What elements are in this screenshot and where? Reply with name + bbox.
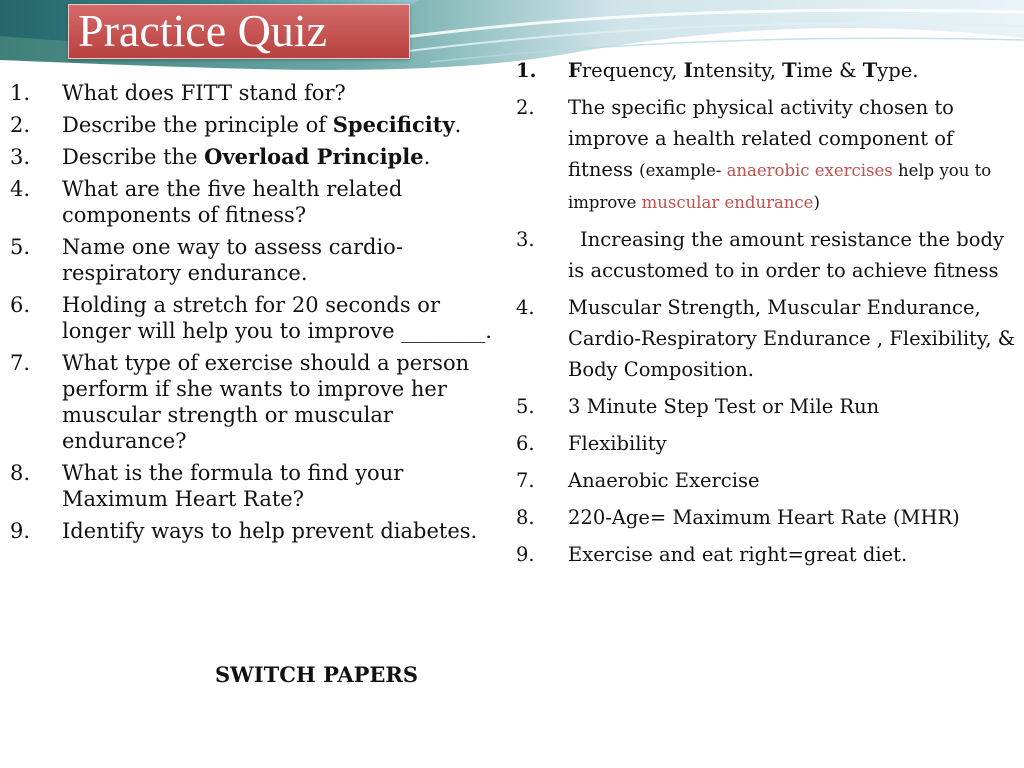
question-item bbox=[10, 460, 495, 512]
question-text: Describe the principle of bbox=[62, 113, 333, 137]
question-number: 8. bbox=[10, 461, 31, 485]
answer-example-close: ) bbox=[813, 193, 820, 212]
answer-text: Exercise and eat right=great diet. bbox=[568, 543, 908, 566]
answer-text: Anaerobic Exercise bbox=[568, 469, 760, 492]
question-item bbox=[10, 350, 495, 454]
answer-number: 1. bbox=[516, 59, 537, 82]
question-text: What are the five health related components of fitness? bbox=[62, 177, 403, 227]
answer-number: 8. bbox=[516, 506, 535, 529]
answer-example-mid: help you to improve bbox=[568, 161, 992, 212]
answer-text: Increasing the amount resistance the body is accustomed to in order to achieve fitness bbox=[568, 228, 1004, 282]
question-number: 4. bbox=[10, 177, 31, 201]
question-item bbox=[10, 144, 495, 170]
answer-letter-t: T bbox=[862, 59, 878, 82]
switch-papers-label: SWITCH PAPERS bbox=[215, 662, 419, 687]
answer-item bbox=[516, 391, 1016, 422]
answer-item bbox=[516, 224, 1016, 286]
question-number: 5. bbox=[10, 235, 31, 259]
answer-example-open: (example- bbox=[639, 161, 727, 180]
question-text-end: . bbox=[454, 113, 462, 137]
question-number: 9. bbox=[10, 519, 31, 543]
answer-number: 2. bbox=[516, 96, 535, 119]
question-text-end: . bbox=[423, 145, 431, 169]
answer-text: Flexibility bbox=[568, 432, 667, 455]
answer-number: 3. bbox=[516, 228, 535, 251]
answer-item bbox=[516, 502, 1016, 533]
question-bold-term: Overload Principle bbox=[204, 144, 424, 169]
answer-item bbox=[516, 539, 1016, 570]
answer-number: 5. bbox=[516, 395, 535, 418]
answer-text: ime & bbox=[796, 59, 863, 82]
question-text: What is the formula to find your Maximum Heart Rate? bbox=[62, 461, 404, 511]
question-bold-term: Specificity bbox=[332, 112, 455, 137]
answer-example-highlight: anaerobic exercises bbox=[726, 161, 893, 180]
answer-number: 4. bbox=[516, 296, 535, 319]
question-item bbox=[10, 80, 495, 106]
question-number: 1. bbox=[10, 81, 31, 105]
question-number: 6. bbox=[10, 293, 31, 317]
question-item bbox=[10, 292, 495, 344]
answer-item bbox=[516, 292, 1016, 385]
question-text: Identify ways to help prevent diabetes. bbox=[62, 519, 478, 543]
answer-text: ntensity, bbox=[692, 59, 783, 82]
question-text: What type of exercise should a person perform if she wants to improve her muscular strength or muscular endurance? bbox=[62, 351, 470, 453]
answers-list bbox=[516, 55, 1016, 576]
question-number: 3. bbox=[10, 145, 31, 169]
question-item bbox=[10, 234, 495, 286]
answer-text: Muscular Strength, Muscular Endurance, Cardio-Respiratory Endurance , Flexibility, & Body Composition. bbox=[568, 296, 1016, 381]
answer-text: 220-Age= Maximum Heart Rate (MHR) bbox=[568, 506, 960, 529]
answer-item bbox=[516, 465, 1016, 496]
answer-number: 7. bbox=[516, 469, 535, 492]
question-text: Name one way to assess cardio-respiratory endurance. bbox=[62, 235, 403, 285]
answer-text: The specific physical activity chosen to improve a health related component of fitness bbox=[568, 96, 954, 181]
question-item bbox=[10, 518, 495, 544]
answer-item bbox=[516, 92, 1016, 218]
answer-letter-t: T bbox=[782, 59, 797, 82]
question-item bbox=[10, 176, 495, 228]
question-text: Describe the bbox=[62, 145, 205, 169]
answer-number: 9. bbox=[516, 543, 535, 566]
question-number: 2. bbox=[10, 113, 31, 137]
question-number: 7. bbox=[10, 351, 31, 375]
answer-item bbox=[516, 55, 1016, 86]
answer-number: 6. bbox=[516, 432, 535, 455]
answer-text: ype. bbox=[877, 59, 919, 82]
question-item bbox=[10, 112, 495, 138]
answer-item bbox=[516, 428, 1016, 459]
answer-text: requency, bbox=[581, 59, 684, 82]
answer-letter-f: F bbox=[568, 59, 582, 82]
answer-example-highlight: muscular endurance bbox=[641, 193, 814, 212]
answer-text: 3 Minute Step Test or Mile Run bbox=[568, 395, 880, 418]
answer-letter-i: I bbox=[683, 59, 693, 82]
page-title: Practice Quiz bbox=[78, 5, 328, 56]
question-text: What does FITT stand for? bbox=[62, 81, 346, 105]
questions-list bbox=[10, 80, 495, 550]
question-text: Holding a stretch for 20 seconds or longer will help you to improve ________. bbox=[62, 293, 492, 343]
